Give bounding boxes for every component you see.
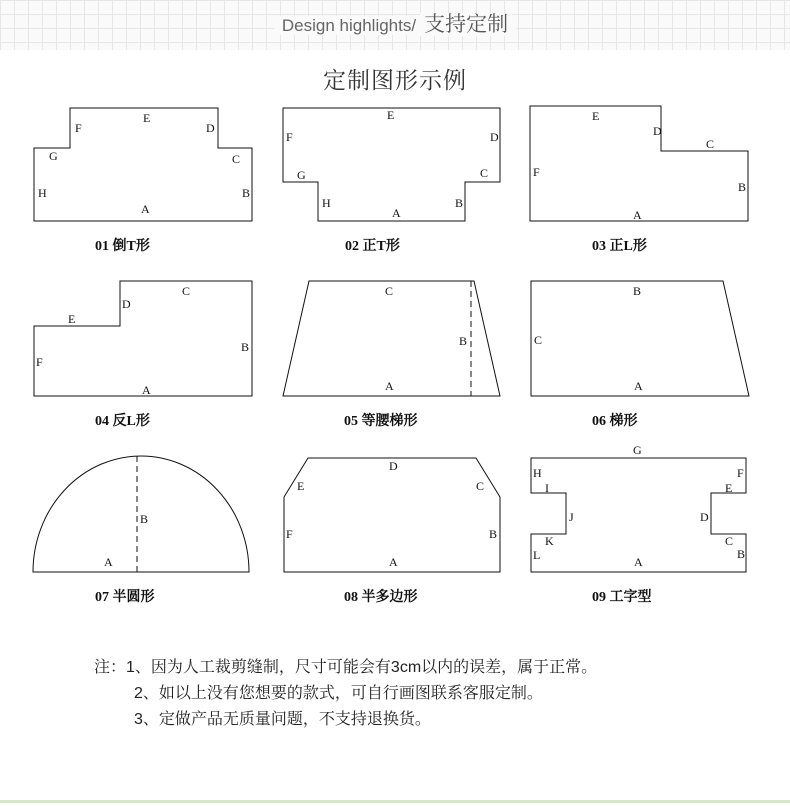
shape-06-caption: 06 梯形 [592, 414, 638, 429]
shape-03-labels [533, 109, 746, 222]
shape-04-label-a: A [142, 383, 151, 397]
shape-01-label-f: F [75, 121, 82, 135]
shape-05-caption: 05 等腰梯形 [344, 414, 418, 429]
shape-09-caption: 09 工字型 [592, 590, 652, 605]
shape-04-label-d: D [122, 297, 131, 311]
shape-02-label-d: D [490, 130, 499, 144]
shape-02-label-b: B [455, 196, 464, 210]
shape-08-label-d: D [389, 459, 398, 473]
shape-04-caption: 04 反L形 [95, 414, 150, 429]
shape-08-label-a: A [389, 555, 398, 569]
shape-06-label-a: A [634, 379, 643, 393]
shape-06-labels [534, 284, 643, 393]
shape-01-label-c: C [232, 152, 241, 166]
note-row-3 [94, 707, 597, 733]
shape-02-label-h: H [322, 196, 331, 210]
shape-08-label-e: E [297, 479, 305, 493]
note-line-2: 2、如以上没有您想要的款式，可自行画图联系客服定制。 [134, 685, 543, 702]
header-title-cn: 支持定制 [420, 13, 512, 36]
shape-02-label-f: F [286, 130, 293, 144]
shape-09-label-c: C [725, 534, 734, 548]
note-line-1: 1、因为人工裁剪缝制，尺寸可能会有3cm以内的误差，属于正常。 [126, 659, 598, 676]
shape-03-label-f: F [533, 165, 540, 179]
shape-06-label-b: B [633, 284, 642, 298]
bottom-divider [0, 800, 790, 803]
shape-01-label-b: B [242, 186, 251, 200]
shape-09-label-h: H [533, 466, 542, 480]
shape-06-label-c: C [534, 333, 543, 347]
shape-03-label-e: E [592, 109, 600, 123]
shape-09-label-a: A [634, 555, 643, 569]
shape-08-label-f: F [286, 527, 293, 541]
shape-09-label-d: D [700, 510, 709, 524]
shape-09-label-i: I [545, 481, 549, 495]
shape-03-label-b: B [738, 180, 747, 194]
shape-02-label-a: A [392, 206, 401, 220]
shape-03-caption: 03 正L形 [592, 239, 647, 254]
shape-07-labels [104, 512, 148, 569]
shape-04-label-f: F [36, 355, 43, 369]
shape-02-caption: 02 正T形 [345, 239, 400, 254]
shape-02-label-e: E [387, 108, 395, 122]
shape-09-label-l: L [533, 548, 541, 562]
shape-07-label-b: B [140, 512, 149, 526]
shape-08-label-b: B [489, 527, 498, 541]
shape-08-label-c: C [476, 479, 485, 493]
shape-05-label-a: A [385, 379, 394, 393]
shape-01-label-e: E [143, 111, 151, 125]
shape-08-labels [286, 459, 497, 569]
shape-09-label-g: G [633, 443, 642, 457]
note-row-1 [94, 655, 597, 681]
note-line-3: 3、定做产品无质量问题，不支持退换货。 [134, 711, 431, 728]
shape-02-label-g: G [297, 168, 306, 182]
shape-07-label-a: A [104, 555, 113, 569]
shape-01-label-g: G [49, 149, 58, 163]
notes-prefix: 注： [94, 659, 127, 676]
shape-01-label-h: H [38, 186, 47, 200]
section-title: 定制图形示例 [323, 67, 467, 93]
shape-09-label-k: K [545, 534, 554, 548]
shape-09-labels [533, 443, 745, 569]
shape-05-label-c: C [385, 284, 394, 298]
shape-03-label-d: D [653, 124, 662, 138]
shape-08-caption: 08 半多边形 [344, 590, 418, 605]
shape-09-label-f: F [737, 466, 744, 480]
header-title-en: Design highlights/ [278, 16, 420, 35]
shape-05-label-b: B [459, 334, 468, 348]
shape-09-label-e: E [725, 481, 733, 495]
shape-07-caption: 07 半圆形 [95, 590, 155, 605]
shape-05-labels [385, 284, 467, 393]
shape-04-label-e: E [68, 312, 76, 326]
shape-02-outline [283, 108, 500, 221]
shape-01-label-a: A [141, 202, 150, 216]
shape-04-labels [36, 284, 249, 397]
shape-04-outline [34, 281, 252, 396]
shape-03-label-c: C [706, 137, 715, 151]
shape-02-label-c: C [480, 166, 489, 180]
shape-03-outline [530, 106, 748, 221]
shape-04-label-c: C [182, 284, 191, 298]
note-row-2 [94, 681, 597, 707]
shape-09-label-b: B [737, 547, 746, 561]
shape-04-label-b: B [241, 340, 250, 354]
shape-01-label-d: D [206, 121, 215, 135]
shape-01-caption: 01 倒T形 [95, 239, 150, 254]
shape-03-label-a: A [633, 208, 642, 222]
notes-block [94, 655, 597, 733]
shape-09-label-j: J [569, 510, 574, 524]
